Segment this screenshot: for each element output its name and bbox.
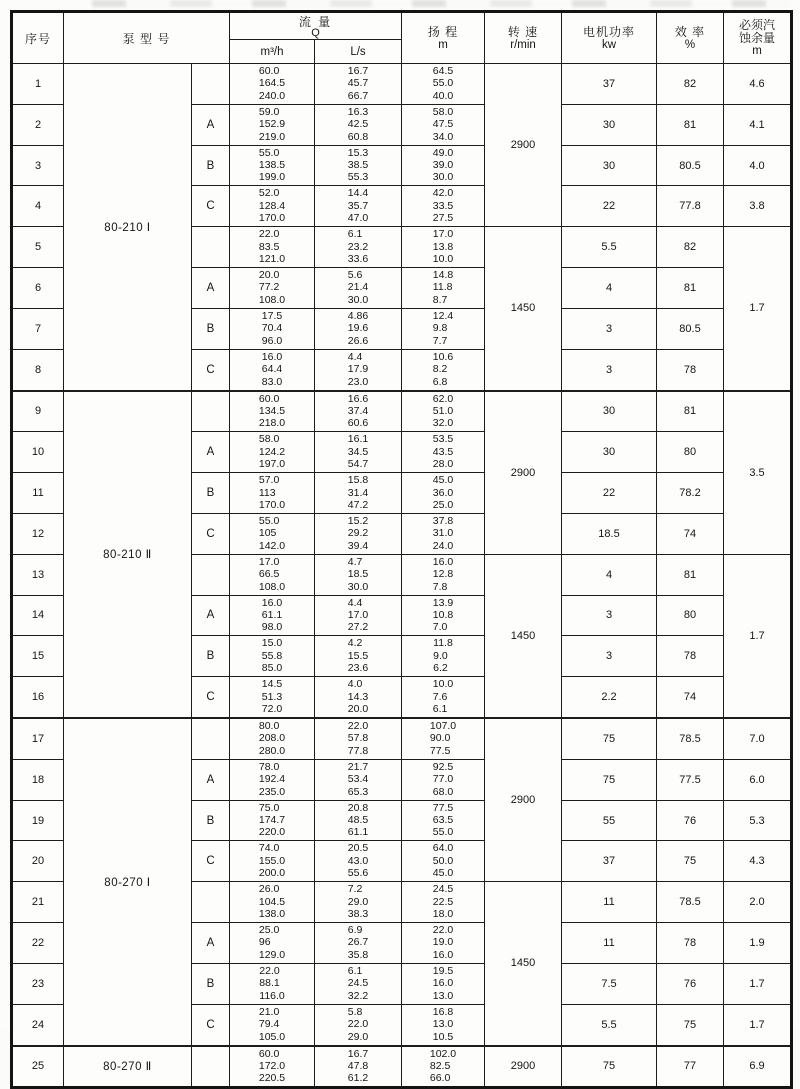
cell-npsh: 2.0 [724,882,792,923]
header-head [402,12,485,64]
table-row [12,391,792,432]
cell-head: 12.4 9.8 7.7 [402,308,485,349]
cell-serial: 17 [12,718,64,759]
cell-serial: 12 [12,513,64,554]
cell-power: 18.5 [562,513,657,554]
header-flow-ls: L/s [315,40,402,64]
cell-variant [192,227,230,268]
cell-eff: 75 [657,841,724,882]
cell-head: 45.0 36.0 25.0 [402,473,485,514]
cell-power: 3 [562,636,657,677]
cell-flow-m3h: 25.0 96 129.0 [230,923,315,964]
cell-serial: 2 [12,104,64,145]
cell-head: 42.0 33.5 27.5 [402,186,485,227]
cell-variant: B [192,636,230,677]
cell-eff: 75 [657,1004,724,1045]
cell-flow-m3h: 78.0 192.4 235.0 [230,759,315,800]
cell-power: 55 [562,800,657,841]
cell-model: 80-270 Ⅱ [64,1046,192,1088]
cell-flow-ls: 4.86 19.6 26.6 [315,308,402,349]
cell-npsh: 3.5 [724,391,792,555]
cell-serial: 25 [12,1046,64,1088]
cell-flow-ls: 6.1 24.5 32.2 [315,963,402,1004]
cell-flow-ls: 15.8 31.4 47.2 [315,473,402,514]
header-flow-label: 流 量 [298,15,333,29]
cell-flow-m3h: 74.0 155.0 200.0 [230,841,315,882]
cell-serial: 21 [12,882,64,923]
cell-serial: 23 [12,963,64,1004]
cell-flow-m3h: 55.0 105 142.0 [230,513,315,554]
cell-variant [192,391,230,432]
header-efficiency-unit: % [684,39,696,51]
cell-speed: 1450 [485,227,562,391]
cell-head: 24.5 22.5 18.0 [402,882,485,923]
cell-head: 19.5 16.0 13.0 [402,963,485,1004]
cell-flow-ls: 6.9 26.7 35.8 [315,923,402,964]
cell-power: 11 [562,882,657,923]
cell-variant: B [192,473,230,514]
cell-flow-ls: 16.7 45.7 66.7 [315,64,402,105]
cell-flow-ls: 22.0 57.8 77.8 [315,718,402,759]
cell-eff: 82 [657,64,724,105]
cell-eff: 78 [657,636,724,677]
cell-model: 80-270 Ⅰ [64,718,192,1046]
cell-eff: 81 [657,268,724,309]
header-head-unit: m [438,39,448,51]
header-npsh [724,12,792,64]
header-power-label: 电机功率 [583,25,636,39]
table-row [12,718,792,759]
cell-flow-m3h: 58.0 124.2 197.0 [230,432,315,473]
cell-power: 30 [562,391,657,432]
cell-variant [192,718,230,759]
cell-variant: B [192,308,230,349]
table-row [12,64,792,105]
cell-eff: 81 [657,554,724,595]
cell-head: 16.0 12.8 7.8 [402,554,485,595]
cell-eff: 80.5 [657,308,724,349]
cell-variant: B [192,800,230,841]
cell-flow-ls: 15.3 38.5 55.3 [315,145,402,186]
cell-npsh: 5.3 [724,800,792,841]
cell-eff: 80 [657,432,724,473]
cell-npsh: 3.8 [724,186,792,227]
cell-power: 4 [562,268,657,309]
header-efficiency [657,12,724,64]
cell-serial: 14 [12,595,64,636]
cell-head: 17.0 13.8 10.0 [402,227,485,268]
cell-variant [192,554,230,595]
cell-head: 49.0 39.0 30.0 [402,145,485,186]
cell-npsh: 6.9 [724,1046,792,1088]
cell-eff: 78.5 [657,882,724,923]
cell-flow-ls: 15.2 29.2 39.4 [315,513,402,554]
cell-npsh: 6.0 [724,759,792,800]
cell-flow-ls: 4.2 15.5 23.6 [315,636,402,677]
cell-power: 3 [562,349,657,390]
cell-flow-m3h: 16.0 64.4 83.0 [230,349,315,390]
cell-npsh: 1.7 [724,554,792,718]
cell-head: 16.8 13.0 10.5 [402,1004,485,1045]
cell-head: 13.9 10.8 7.0 [402,595,485,636]
cell-flow-m3h: 16.0 61.1 98.0 [230,595,315,636]
header-row-top [12,12,792,40]
cell-variant [192,1046,230,1088]
cell-eff: 82 [657,227,724,268]
cell-variant: C [192,841,230,882]
cell-flow-ls: 4.0 14.3 20.0 [315,677,402,718]
cell-power: 75 [562,759,657,800]
table-body [12,64,792,1088]
table-row [12,1046,792,1088]
cell-head: 102.0 82.5 66.0 [402,1046,485,1088]
cell-variant: C [192,349,230,390]
cell-flow-m3h: 52.0 128.4 170.0 [230,186,315,227]
cell-serial: 3 [12,145,64,186]
cell-variant: A [192,923,230,964]
cell-flow-ls: 16.3 42.5 60.8 [315,104,402,145]
cell-head: 62.0 51.0 32.0 [402,391,485,432]
cell-power: 30 [562,432,657,473]
cell-flow-m3h: 22.0 83.5 121.0 [230,227,315,268]
cell-serial: 5 [12,227,64,268]
cell-serial: 1 [12,64,64,105]
cell-head: 53.5 43.5 28.0 [402,432,485,473]
cell-serial: 15 [12,636,64,677]
cell-head: 107.0 90.0 77.5 [402,718,485,759]
cell-speed: 2900 [485,391,562,555]
cell-head: 64.0 50.0 45.0 [402,841,485,882]
cell-serial: 6 [12,268,64,309]
cell-head: 10.0 7.6 6.1 [402,677,485,718]
cell-serial: 20 [12,841,64,882]
cell-flow-ls: 4.7 18.5 30.0 [315,554,402,595]
cell-power: 3 [562,308,657,349]
cell-serial: 10 [12,432,64,473]
cell-model: 80-210 Ⅰ [64,64,192,391]
cell-power: 5.5 [562,227,657,268]
cell-flow-m3h: 59.0 152.9 219.0 [230,104,315,145]
header-model: 泵 型 号 [64,12,230,64]
cell-flow-m3h: 22.0 88.1 116.0 [230,963,315,1004]
cell-speed: 2900 [485,1046,562,1088]
cell-variant: A [192,595,230,636]
cell-serial: 4 [12,186,64,227]
cell-variant: A [192,268,230,309]
cell-flow-ls: 16.7 47.8 61.2 [315,1046,402,1088]
cell-serial: 8 [12,349,64,390]
cell-eff: 78 [657,923,724,964]
cell-serial: 7 [12,308,64,349]
cell-eff: 77.8 [657,186,724,227]
cell-npsh: 4.6 [724,64,792,105]
cell-flow-m3h: 15.0 55.8 85.0 [230,636,315,677]
header-flow [230,12,402,40]
cell-serial: 19 [12,800,64,841]
cell-head: 14.8 11.8 8.7 [402,268,485,309]
cell-variant: B [192,963,230,1004]
cell-eff: 78.2 [657,473,724,514]
cell-power: 2.2 [562,677,657,718]
cell-variant: C [192,513,230,554]
cell-speed: 1450 [485,882,562,1046]
cell-eff: 80 [657,595,724,636]
cell-eff: 81 [657,104,724,145]
cell-flow-m3h: 60.0 172.0 220.5 [230,1046,315,1088]
cell-flow-ls: 20.5 43.0 55.6 [315,841,402,882]
cell-speed: 1450 [485,554,562,718]
cell-flow-m3h: 26.0 104.5 138.0 [230,882,315,923]
cell-model: 80-210 Ⅱ [64,391,192,719]
cell-flow-m3h: 57.0 113 170.0 [230,473,315,514]
cell-head: 58.0 47.5 34.0 [402,104,485,145]
cell-variant: A [192,104,230,145]
cell-flow-ls: 7.2 29.0 38.3 [315,882,402,923]
header-npsh-unit: m [752,44,762,57]
header-efficiency-label: 效 率 [674,25,706,39]
cell-variant: C [192,186,230,227]
cell-flow-m3h: 60.0 164.5 240.0 [230,64,315,105]
header-head-label: 扬 程 [427,25,459,39]
cell-flow-m3h: 75.0 174.7 220.0 [230,800,315,841]
cell-npsh: 4.0 [724,145,792,186]
cell-flow-m3h: 20.0 77.2 108.0 [230,268,315,309]
table-header [12,12,792,64]
cell-power: 3 [562,595,657,636]
cell-speed: 2900 [485,64,562,227]
cell-flow-ls: 5.6 21.4 30.0 [315,268,402,309]
cell-serial: 24 [12,1004,64,1045]
cell-head: 10.6 8.2 6.8 [402,349,485,390]
cell-head: 22.0 19.0 16.0 [402,923,485,964]
cell-flow-ls: 16.1 34.5 54.7 [315,432,402,473]
cell-power: 75 [562,718,657,759]
cell-serial: 13 [12,554,64,595]
cell-power: 37 [562,64,657,105]
cell-flow-ls: 16.6 37.4 60.6 [315,391,402,432]
cell-power: 22 [562,473,657,514]
header-speed [485,12,562,64]
header-power [562,12,657,64]
cell-power: 5.5 [562,1004,657,1045]
cell-head: 37.8 31.0 24.0 [402,513,485,554]
cell-npsh: 7.0 [724,718,792,759]
cell-flow-m3h: 55.0 138.5 199.0 [230,145,315,186]
cell-flow-ls: 4.4 17.9 23.0 [315,349,402,390]
cell-power: 75 [562,1046,657,1088]
cell-variant: C [192,1004,230,1045]
cell-variant: A [192,432,230,473]
cell-eff: 80.5 [657,145,724,186]
cell-power: 22 [562,186,657,227]
cell-head: 11.8 9.0 6.2 [402,636,485,677]
header-serial: 序号 [12,12,64,64]
cell-npsh: 1.9 [724,923,792,964]
scan-artifact [92,0,790,7]
pump-spec-table [10,10,793,1089]
cell-flow-m3h: 17.0 66.5 108.0 [230,554,315,595]
header-flow-symbol: Q [311,27,320,39]
cell-eff: 78 [657,349,724,390]
cell-flow-m3h: 60.0 134.5 218.0 [230,391,315,432]
cell-eff: 76 [657,963,724,1004]
cell-flow-m3h: 80.0 208.0 280.0 [230,718,315,759]
cell-flow-ls: 21.7 53.4 65.3 [315,759,402,800]
cell-head: 64.5 55.0 40.0 [402,64,485,105]
cell-flow-ls: 6.1 23.2 33.6 [315,227,402,268]
cell-variant [192,64,230,105]
header-npsh-label: 必须汽 蚀余量 [739,17,776,45]
cell-npsh: 1.7 [724,963,792,1004]
cell-power: 30 [562,104,657,145]
cell-serial: 22 [12,923,64,964]
cell-power: 4 [562,554,657,595]
cell-eff: 77 [657,1046,724,1088]
cell-npsh: 1.7 [724,227,792,391]
header-flow-m3h: m³/h [230,40,315,64]
cell-flow-m3h: 21.0 79.4 105.0 [230,1004,315,1045]
cell-npsh: 1.7 [724,1004,792,1045]
cell-eff: 77.5 [657,759,724,800]
header-speed-label: 转 速 [507,25,539,39]
cell-npsh: 4.3 [724,841,792,882]
cell-flow-ls: 5.8 22.0 29.0 [315,1004,402,1045]
cell-eff: 74 [657,513,724,554]
cell-flow-ls: 14.4 35.7 47.0 [315,186,402,227]
cell-flow-ls: 20.8 48.5 61.1 [315,800,402,841]
cell-eff: 78.5 [657,718,724,759]
cell-head: 77.5 63.5 55.0 [402,800,485,841]
cell-flow-ls: 4.4 17.0 27.2 [315,595,402,636]
cell-serial: 18 [12,759,64,800]
cell-power: 7.5 [562,963,657,1004]
cell-flow-m3h: 17.5 70.4 96.0 [230,308,315,349]
cell-power: 37 [562,841,657,882]
header-power-unit: kw [601,39,617,51]
cell-serial: 11 [12,473,64,514]
cell-speed: 2900 [485,718,562,882]
header-speed-unit: r/min [510,39,536,51]
cell-variant: B [192,145,230,186]
cell-eff: 76 [657,800,724,841]
cell-npsh: 4.1 [724,104,792,145]
cell-eff: 81 [657,391,724,432]
cell-variant: C [192,677,230,718]
cell-flow-m3h: 14.5 51.3 72.0 [230,677,315,718]
cell-serial: 16 [12,677,64,718]
cell-power: 11 [562,923,657,964]
cell-variant: A [192,759,230,800]
cell-head: 92.5 77.0 68.0 [402,759,485,800]
cell-serial: 9 [12,391,64,432]
cell-power: 30 [562,145,657,186]
cell-variant [192,882,230,923]
cell-eff: 74 [657,677,724,718]
